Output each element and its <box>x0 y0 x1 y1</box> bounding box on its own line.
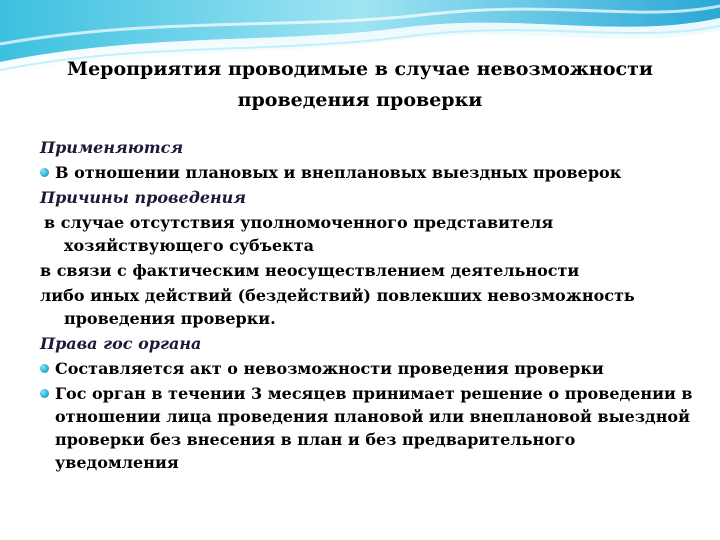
bullet-icon <box>40 389 49 398</box>
bullet-text: Составляется акт о невозможности проведения проверки <box>55 359 604 378</box>
bullet-icon <box>40 364 49 373</box>
bullet-text: В отношении плановых и внеплановых выездных проверок <box>55 163 622 182</box>
slide-content <box>40 136 700 476</box>
bullet-icon <box>40 168 49 177</box>
section-heading-rights: Права гос органа <box>40 334 202 353</box>
bullet-item <box>40 161 700 184</box>
slide-title <box>60 54 660 116</box>
title-line-2: проведения проверки <box>237 89 483 111</box>
section-heading-applied: Применяются <box>40 138 184 157</box>
bullet-item <box>40 382 700 474</box>
section-heading-reasons: Причины проведения <box>40 188 247 207</box>
bullet-text: Гос орган в течении 3 месяцев принимает решение о проведении в отношении лица проведения плановой или внеплановой выездной проверки без внесения в план и без предварительного уведомления <box>55 384 693 472</box>
title-line-1: Мероприятия проводимые в случае невозможности <box>67 58 653 80</box>
reason-item: либо иных действий (бездействий) повлекших невозможность проведения проверки. <box>40 286 635 328</box>
bullet-item <box>40 357 700 380</box>
reason-item: в связи с фактическим неосуществлением деятельности <box>40 261 580 280</box>
reason-item: в случае отсутствия уполномоченного представителя хозяйствующего субъекта <box>44 213 554 255</box>
